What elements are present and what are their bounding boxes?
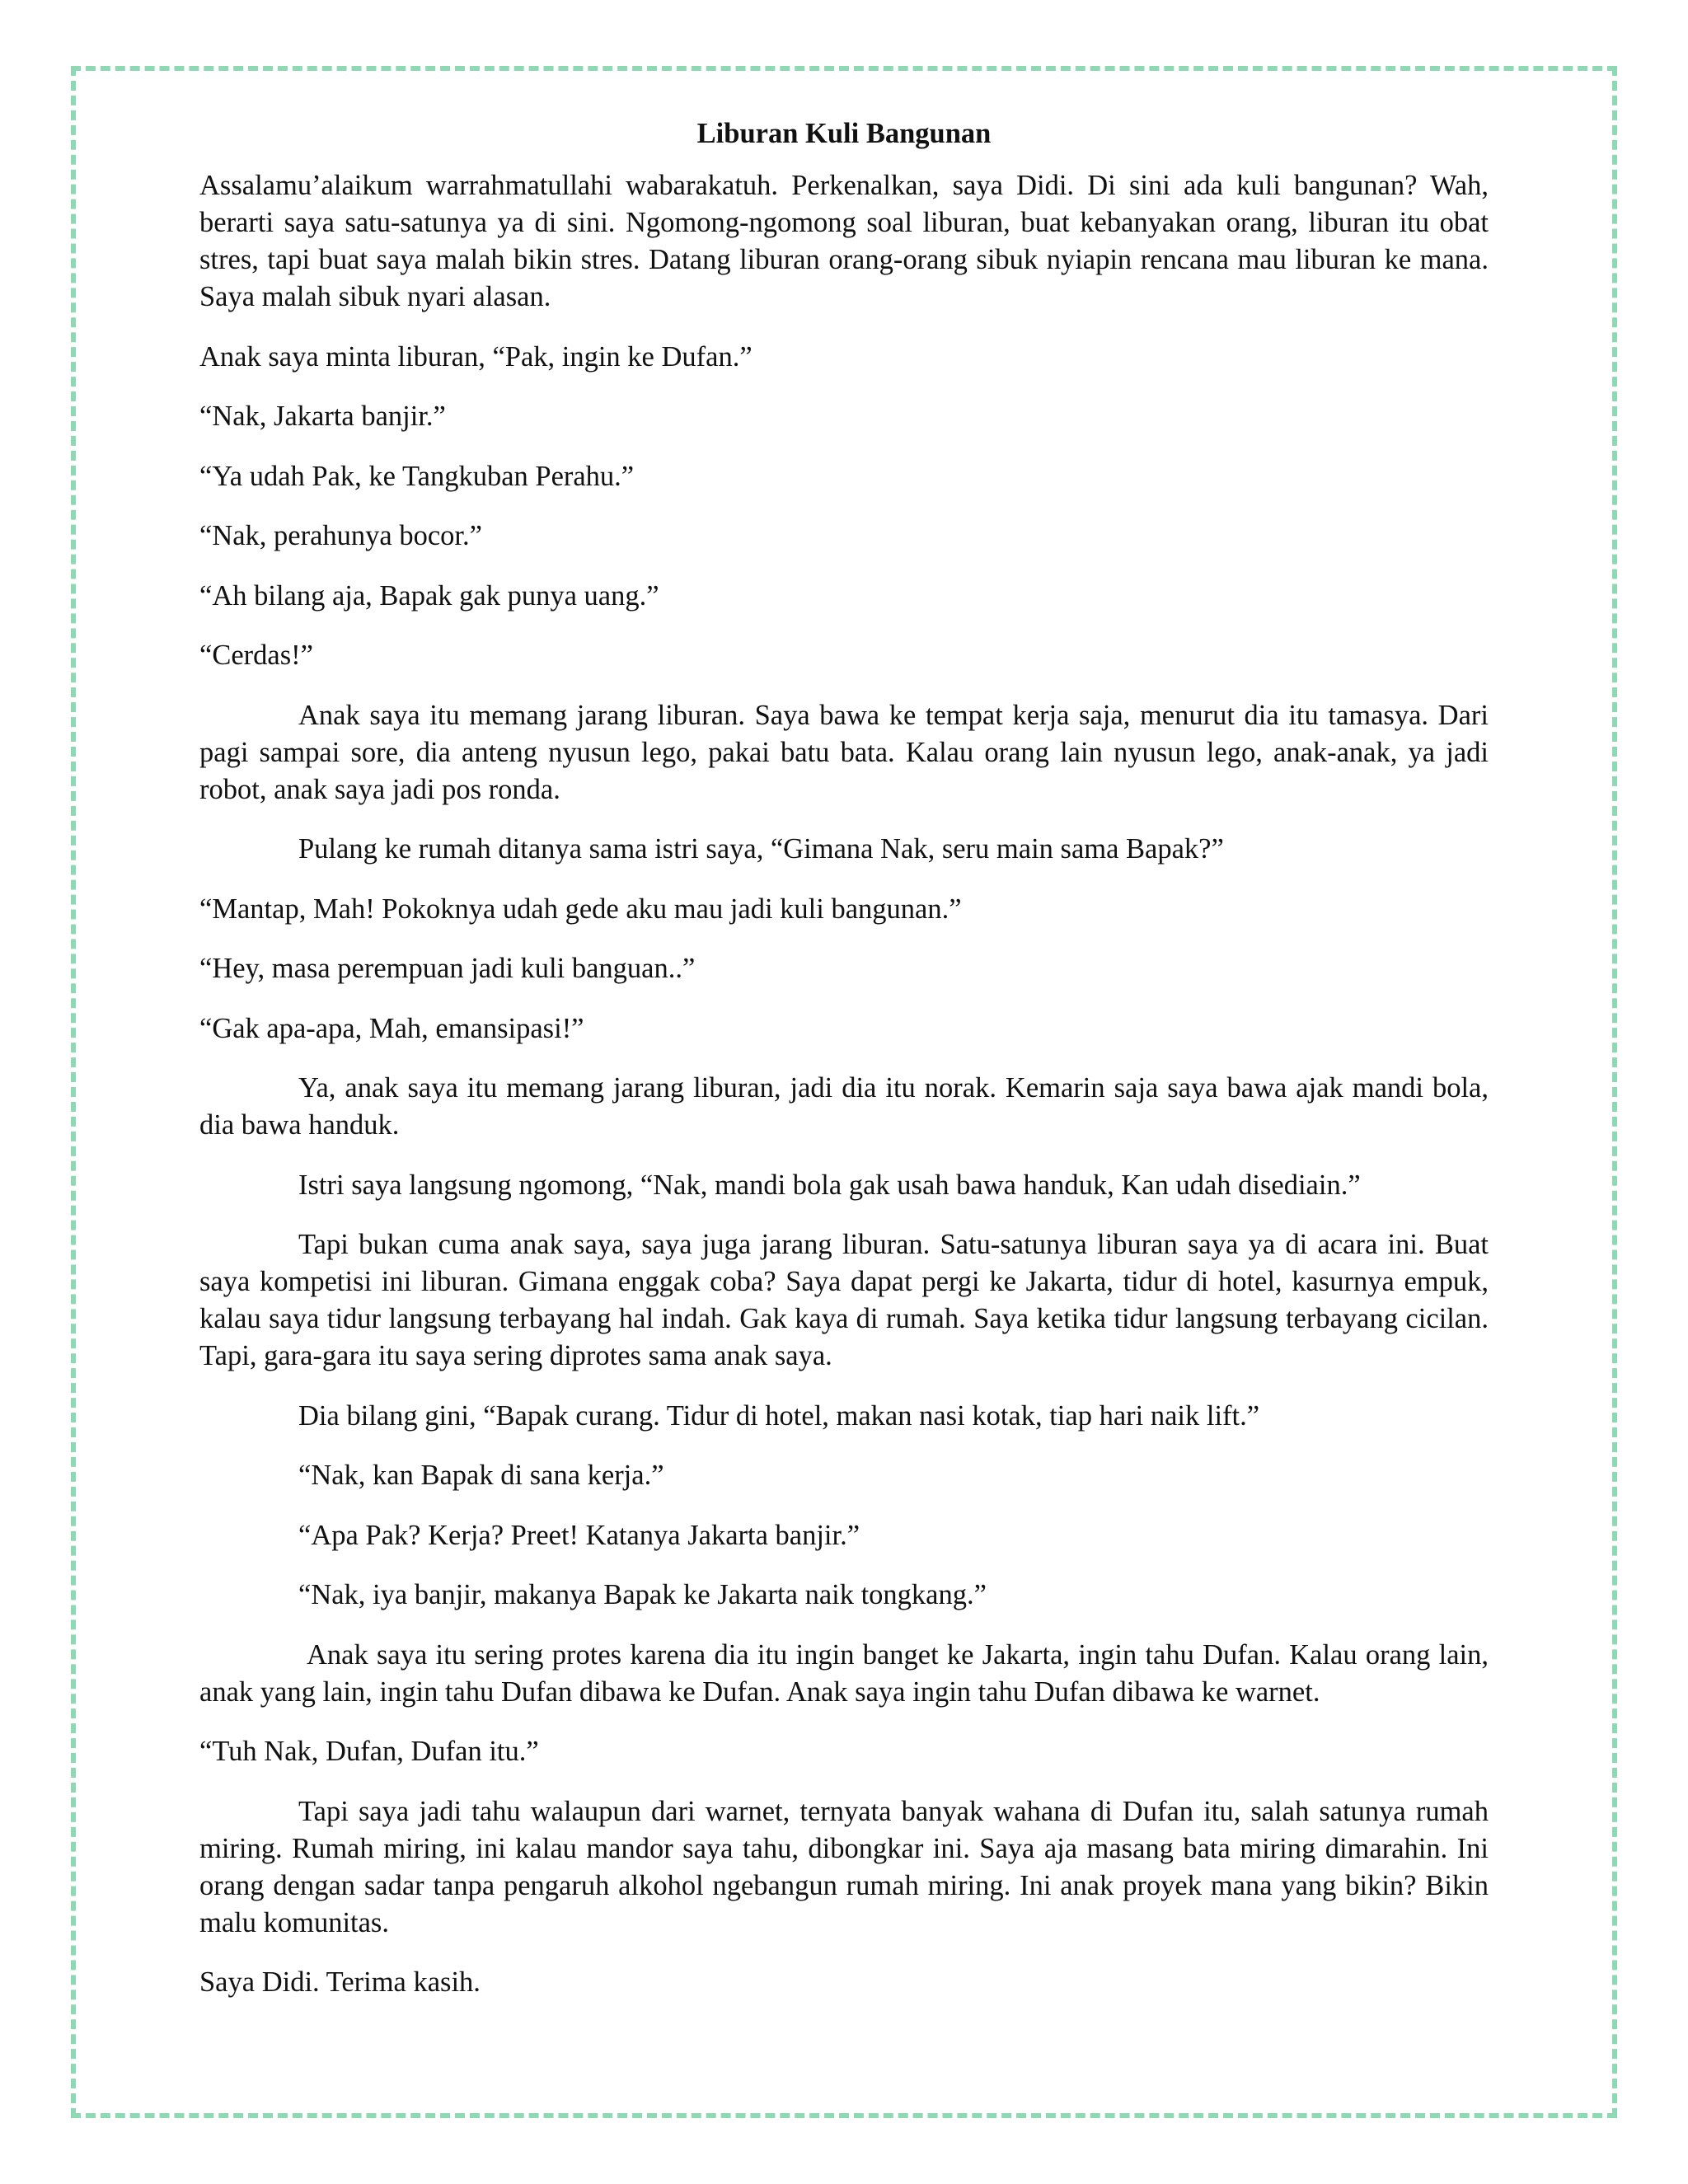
paragraph: Tapi bukan cuma anak saya, saya juga jarang liburan. Satu-satunya liburan saya ya di acara ini. Buat saya kompetisi ini liburan. Gimana enggak coba? Saya dapat pergi ke Jakarta, tidur di hotel, kasurnya empuk, kalau saya tidur langsung terbayang hal indah. Gak kaya di rumah. Saya ketika tidur langsung terbayang cicilan. Tapi, gara-gara itu saya sering diprotes sama anak saya. — [199, 1229, 1489, 1371]
paragraph: “Cerdas!” — [199, 640, 313, 671]
paragraph: Tapi saya jadi tahu walaupun dari warnet, ternyata banyak wahana di Dufan itu, salah satunya rumah miring. Rumah miring, ini kalau mandor saya tahu, dibongkar ini. Saya aja masang bata miring dimarahin. Ini orang dengan sadar tanpa pengaruh alkohol ngebangun rumah miring. Ini anak proyek mana yang bikin? Bikin malu komunitas. — [199, 1795, 1489, 1938]
paragraph: “Ah bilang aja, Bapak gak punya uang.” — [199, 579, 659, 612]
paragraph: “Nak, Jakarta banjir.” — [199, 401, 446, 432]
paragraph: “Ya udah Pak, ke Tangkuban Perahu.” — [199, 460, 635, 492]
paragraph: Anak saya itu sering protes karena dia itu ingin banget ke Jakarta, ingin tahu Dufan. Kalau orang lain, anak yang lain, ingin tahu Dufan dibawa ke Dufan. Anak saya ingin tahu Dufan dibawa ke warnet. — [199, 1638, 1489, 1708]
document-title: Liburan Kuli Bangunan — [696, 118, 992, 149]
paragraph: “Nak, perahunya bocor.” — [199, 520, 482, 551]
paragraph: “Tuh Nak, Dufan, Dufan itu.” — [199, 1736, 539, 1767]
paragraph: “Hey, masa perempuan jadi kuli banguan..” — [199, 953, 696, 984]
paragraph: Saya Didi. Terima kasih. — [199, 1966, 481, 1998]
paragraph: Assalamu’alaikum warrahmatullahi wabarakatuh. Perkenalkan, saya Didi. Di sini ada kuli bangunan? Wah, berarti saya satu-satunya ya di sini. Ngomong-ngomong soal liburan, buat kebanyakan orang, liburan itu obat stres, tapi buat saya malah bikin stres. Datang liburan orang-orang sibuk nyiapin rencana mau liburan ke mana. Saya malah sibuk nyari alasan. — [199, 170, 1489, 312]
paragraph: Anak saya itu memang jarang liburan. Saya bawa ke tempat kerja saja, menurut dia itu tamasya. Dari pagi sampai sore, dia anteng nyusun lego, pakai batu bata. Kalau orang lain nyusun lego, anak-anak, ya jadi robot, anak saya jadi pos ronda. — [199, 699, 1489, 805]
paragraph: “Nak, iya banjir, makanya Bapak ke Jakarta naik tongkang.” — [298, 1579, 987, 1610]
paragraph: Ya, anak saya itu memang jarang liburan, jadi dia itu norak. Kemarin saja saya bawa ajak mandi bola, dia bawa handuk. — [199, 1072, 1489, 1141]
paragraph: “Gak apa-apa, Mah, emansipasi!” — [199, 1012, 584, 1044]
paragraph: Istri saya langsung ngomong, “Nak, mandi bola gak usah bawa handuk, Kan udah disediain.” — [298, 1169, 1361, 1201]
paragraph-list — [199, 167, 1489, 2001]
paragraph: “Mantap, Mah! Pokoknya udah gede aku mau jadi kuli bangunan.” — [199, 893, 962, 925]
paragraph: Pulang ke rumah ditanya sama istri saya, “Gimana Nak, seru main sama Bapak?” — [298, 833, 1224, 865]
document-body — [199, 115, 1489, 2024]
paragraph: Anak saya minta liburan, “Pak, ingin ke Dufan.” — [199, 340, 753, 373]
paragraph: “Apa Pak? Kerja? Preet! Katanya Jakarta banjir.” — [298, 1519, 860, 1551]
paragraph: “Nak, kan Bapak di sana kerja.” — [298, 1460, 664, 1491]
paragraph: Dia bilang gini, “Bapak curang. Tidur di hotel, makan nasi kotak, tiap hari naik lift.” — [298, 1399, 1260, 1432]
